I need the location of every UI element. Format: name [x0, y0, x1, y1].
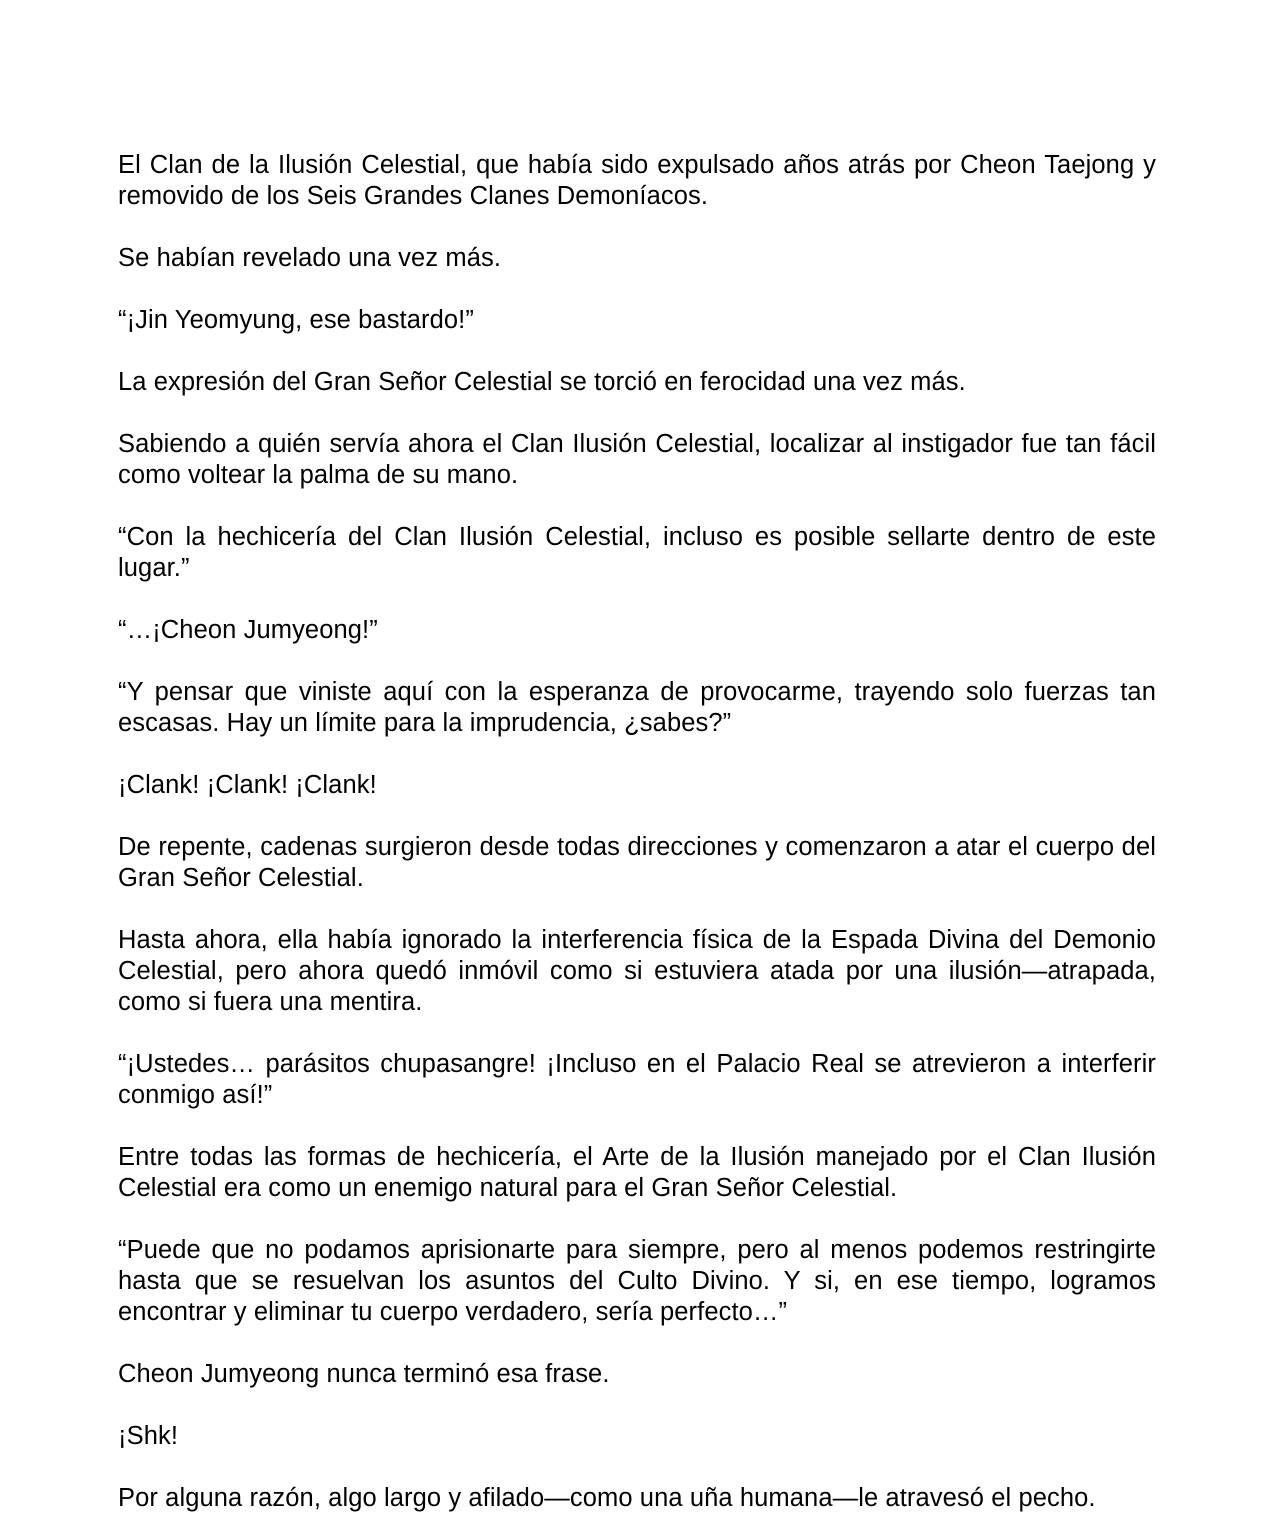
paragraph: ¡Shk!	[118, 1422, 179, 1450]
paragraph: El Clan de la Ilusión Celestial, que había sido expulsado años atrás por Cheon Taejong y removido de los Seis Grandes Clanes Demoníacos.	[118, 151, 1156, 210]
paragraph: Por alguna razón, algo largo y afilado—como una uña humana—le atravesó el pecho.	[118, 1484, 1096, 1512]
paragraph: Cheon Jumyeong nunca terminó esa frase.	[118, 1360, 610, 1388]
paragraph: “Puede que no podamos aprisionarte para siempre, pero al menos podemos restringirte hasta que se resuelvan los asuntos del Culto Divino. Y si, en ese tiempo, logramos encontrar y eliminar tu cuerpo verdadero, sería perfecto…”	[118, 1236, 1156, 1326]
paragraph: ¡Clank! ¡Clank! ¡Clank!	[118, 771, 377, 799]
paragraph: La expresión del Gran Señor Celestial se torció en ferocidad una vez más.	[118, 368, 966, 396]
paragraph: Sabiendo a quién servía ahora el Clan Ilusión Celestial, localizar al instigador fue tan fácil como voltear la palma de su mano.	[118, 430, 1156, 489]
paragraph: “Y pensar que viniste aquí con la esperanza de provocarme, trayendo solo fuerzas tan escasas. Hay un límite para la imprudencia, ¿sabes?”	[118, 678, 1156, 737]
document-page	[118, 150, 1156, 1514]
paragraph: Entre todas las formas de hechicería, el Arte de la Ilusión manejado por el Clan Ilusión Celestial era como un enemigo natural para el Gran Señor Celestial.	[118, 1143, 1156, 1202]
paragraph: “¡Jin Yeomyung, ese bastardo!”	[118, 306, 474, 334]
paragraph: “…¡Cheon Jumyeong!”	[118, 616, 378, 644]
paragraph: De repente, cadenas surgieron desde todas direcciones y comenzaron a atar el cuerpo del Gran Señor Celestial.	[118, 833, 1156, 892]
paragraph: Se habían revelado una vez más.	[118, 244, 502, 272]
paragraph: “¡Ustedes… parásitos chupasangre! ¡Incluso en el Palacio Real se atrevieron a interferir conmigo así!”	[118, 1050, 1156, 1109]
paragraph: Hasta ahora, ella había ignorado la interferencia física de la Espada Divina del Demonio Celestial, pero ahora quedó inmóvil como si estuviera atada por una ilusión—atrapada, como si fuera una mentira.	[118, 926, 1156, 1016]
paragraph: “Con la hechicería del Clan Ilusión Celestial, incluso es posible sellarte dentro de este lugar.”	[118, 523, 1156, 582]
